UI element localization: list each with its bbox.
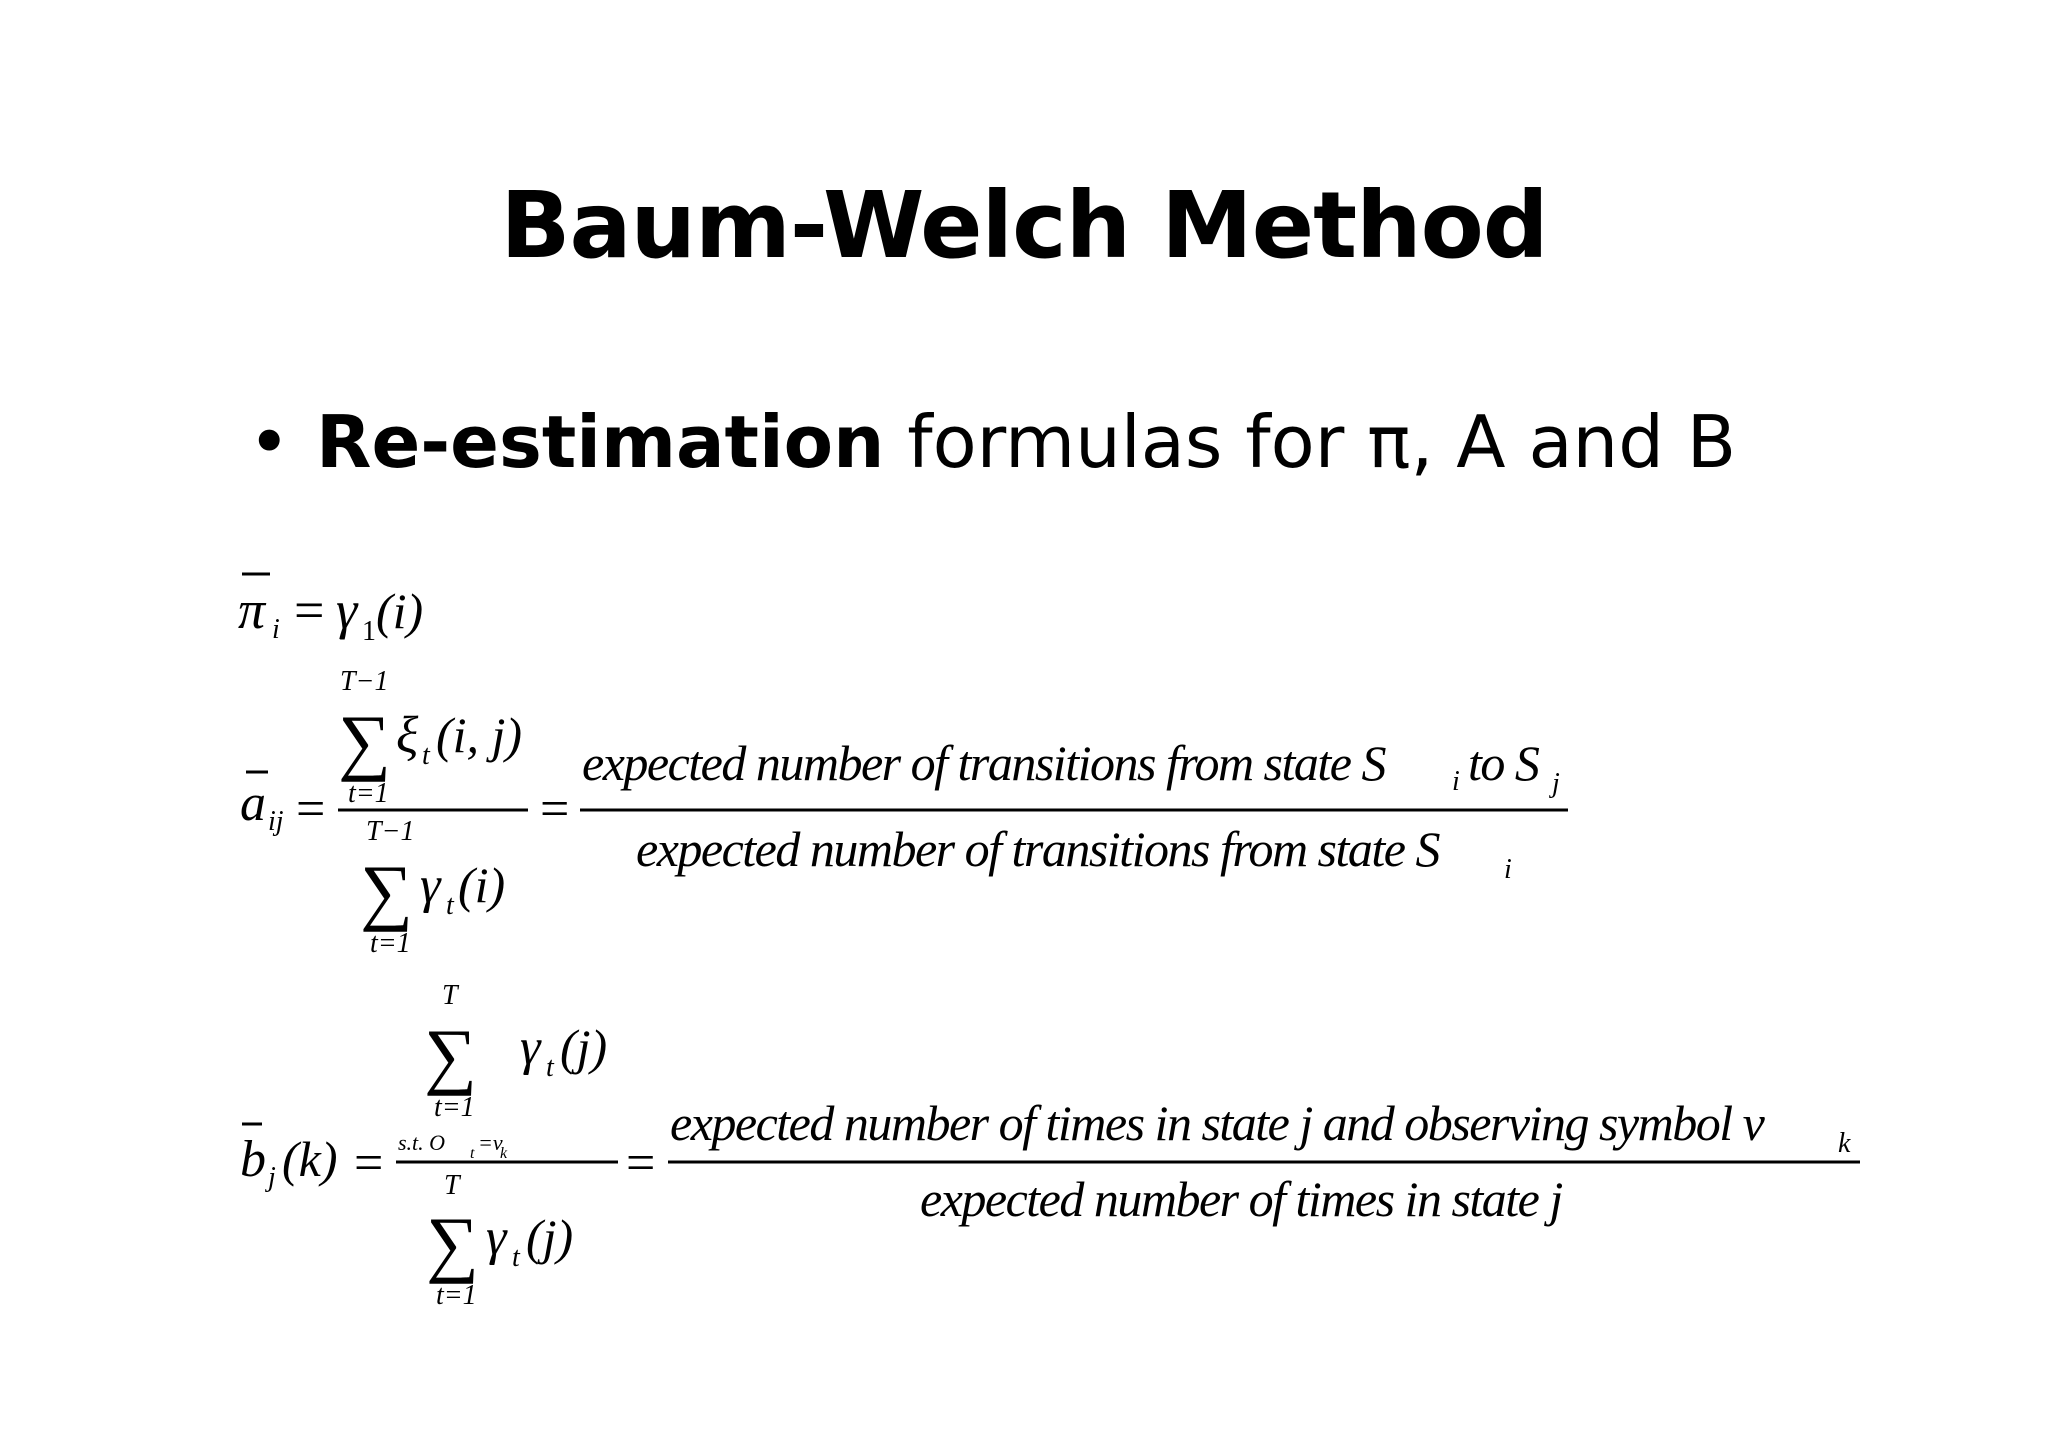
b-equals-2: = <box>626 1135 656 1192</box>
b-den-gamma: γ <box>486 1209 507 1266</box>
a-den-gamma: γ <box>420 857 441 914</box>
a-equals-2: = <box>540 781 570 838</box>
b-num-gamma: γ <box>520 1019 541 1076</box>
b-text-numerator-sub-k: k <box>1838 1128 1851 1159</box>
b-num-sum-condition: s.t. O <box>398 1130 446 1155</box>
a-den-gamma-argument: (i) <box>458 857 506 913</box>
a-num-sum-icon: ∑ <box>338 701 391 783</box>
a-den-sum-upper: T−1 <box>366 816 415 847</box>
b-den-sum-upper: T <box>444 1170 460 1201</box>
b-num-sum-icon: ∑ <box>424 1015 477 1097</box>
a-text-numerator-sub-j: j <box>1552 768 1560 799</box>
pi-symbol: π <box>238 580 266 640</box>
a-num-xi-subscript: t <box>422 740 430 771</box>
slide-title: Baum-Welch Method <box>500 172 1548 279</box>
a-num-xi: ξ <box>396 707 419 764</box>
a-den-gamma-subscript: t <box>446 890 454 921</box>
b-subscript: j <box>268 1162 276 1193</box>
b-den-gamma-subscript: t <box>512 1242 520 1273</box>
b-argument: (k) <box>282 1131 338 1187</box>
bullet-bold-text: Re-estimation <box>316 400 885 484</box>
b-num-sum-condition-sub-t: t <box>470 1145 475 1162</box>
a-text-denominator-sub-i: i <box>1504 854 1512 885</box>
a-num-sum-upper: T−1 <box>340 666 389 697</box>
b-equals: = <box>354 1135 384 1192</box>
pi-formula <box>238 574 423 647</box>
b-num-gamma-subscript: t <box>546 1052 554 1083</box>
a-text-numerator: expected number of transitions from state S <box>582 735 1385 791</box>
b-num-gamma-argument: (j) <box>560 1019 608 1075</box>
b-num-sum-upper: T <box>442 980 458 1011</box>
bullet-text: formulas for π, A and B <box>884 400 1737 484</box>
pi-gamma-subscript: 1 <box>362 616 376 647</box>
bullet-dot: • <box>248 400 291 484</box>
b-formula <box>240 980 1860 1311</box>
pi-subscript: i <box>272 614 280 645</box>
b-den-sum-icon: ∑ <box>426 1203 479 1285</box>
b-num-sum-condition-rest: =v <box>478 1130 503 1155</box>
a-num-xi-argument: (i, j) <box>436 707 523 763</box>
b-symbol: b <box>240 1131 266 1188</box>
b-text-denominator: expected number of times in state j <box>920 1171 1562 1227</box>
b-num-sum-lower: t=1 <box>434 1092 475 1123</box>
a-text-numerator-sub-i: i <box>1452 766 1460 797</box>
a-den-sum-icon: ∑ <box>360 851 413 933</box>
a-text-numerator-to: to S <box>1468 735 1539 791</box>
a-text-denominator: expected number of transitions from state S <box>636 821 1439 877</box>
b-den-sum-lower: t=1 <box>436 1280 477 1311</box>
pi-gamma: γ <box>336 580 358 640</box>
b-text-numerator: expected number of times in state j and observing symbol v <box>670 1095 1764 1151</box>
a-symbol: a <box>240 775 266 832</box>
a-subscript: ij <box>268 806 284 837</box>
a-den-sum-lower: t=1 <box>370 928 411 959</box>
a-num-sum-lower: t=1 <box>348 778 389 809</box>
pi-equals: = <box>294 580 325 640</box>
a-equals: = <box>296 781 326 838</box>
a-formula <box>240 666 1568 959</box>
b-num-sum-condition-sub-k: k <box>500 1145 508 1162</box>
pi-gamma-argument: (i) <box>376 583 424 639</box>
b-den-gamma-argument: (j) <box>526 1209 574 1265</box>
